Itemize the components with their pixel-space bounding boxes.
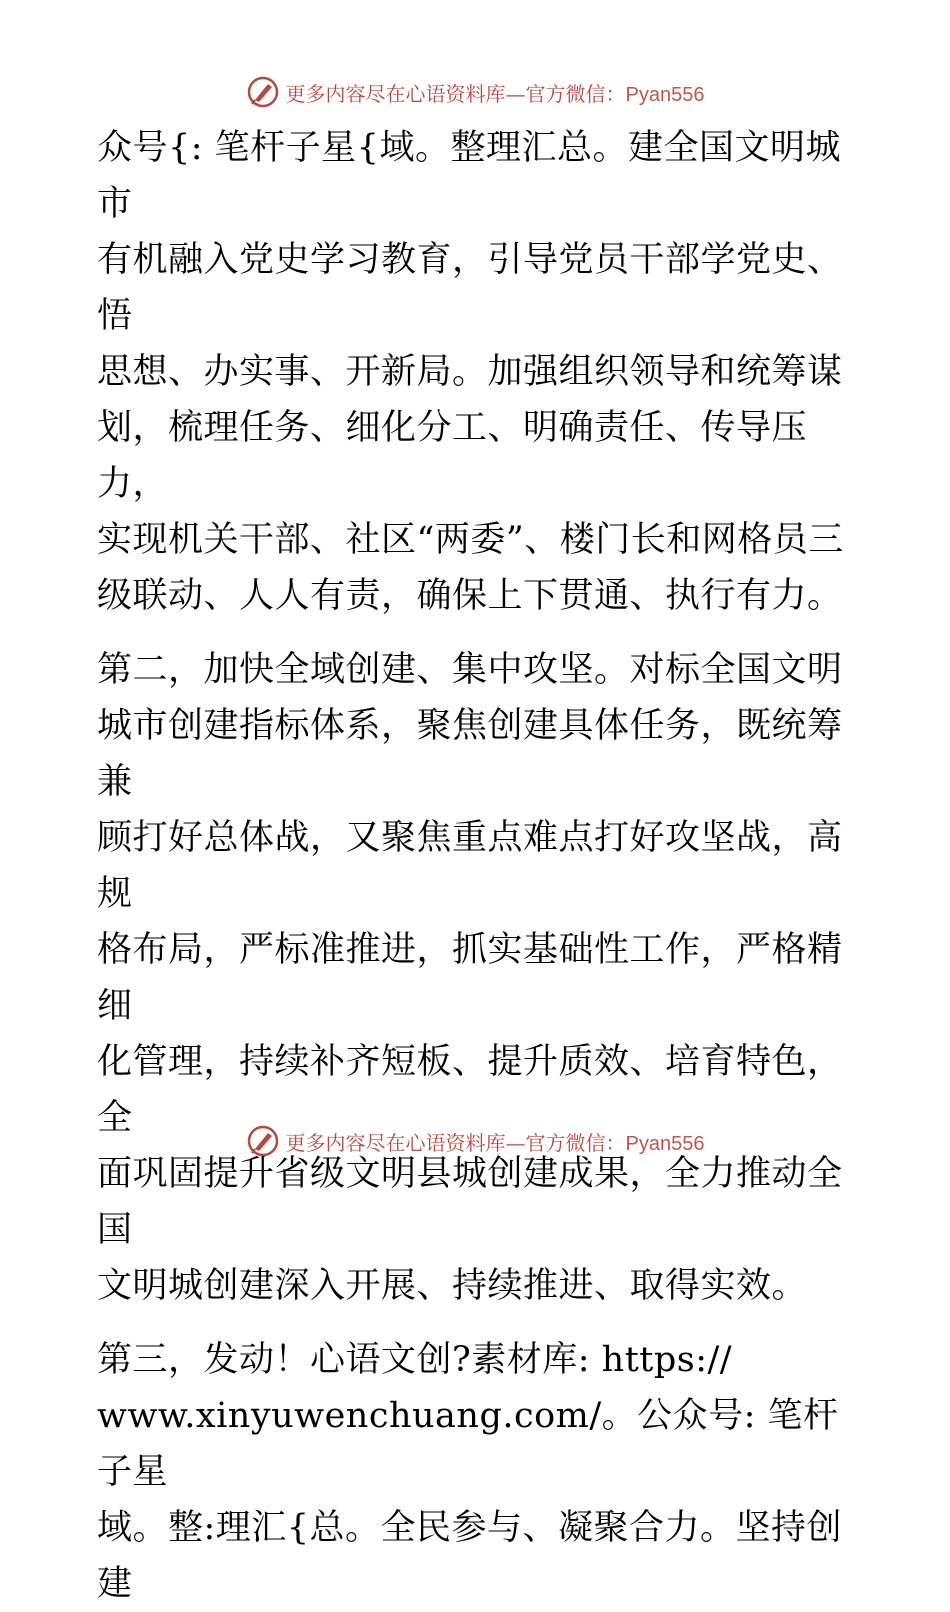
text-line: 有机融入党史学习教育，引导党员干部学党史、悟 <box>97 240 843 336</box>
text-line: 实现机关干部、社区“两委”、楼门长和网格员三 <box>97 520 844 560</box>
watermark-label: 更多内容尽在心语资料库—官方微信： <box>285 81 626 106</box>
text-line: 文明城创建深入开展、持续推进、取得实效。 <box>97 1266 808 1306</box>
watermark-label: 更多内容尽在心语资料库—官方微信： <box>285 1130 626 1155</box>
text-line: 域。整:理汇{总。全民参与、凝聚合力。坚持创建 <box>97 1508 843 1604</box>
watermark-text <box>286 78 705 107</box>
watermark-text <box>286 1127 705 1156</box>
text-line: 划，梳理任务、细化分工、明确责任、传导压力， <box>97 408 808 504</box>
quill-pen-logo-icon <box>246 1124 280 1158</box>
paragraph-1 <box>97 120 857 624</box>
text-line: 化管理，持续补齐短板、提升质效、培育特色，全 <box>97 1042 843 1138</box>
text-line: 第二，加快全域创建、集中攻坚。对标全国文明 <box>97 650 843 690</box>
text-line: 面巩固提升省级文明县城创建成果，全力推动全国 <box>97 1154 843 1250</box>
text-line: 众号{: 笔杆子星{域。整理汇总。建全国文明城市 <box>97 128 841 224</box>
paragraph-2 <box>97 642 857 1314</box>
text-line: 思想、办实事、开新局。加强组织领导和统筹谋 <box>97 352 843 392</box>
text-line: 城市创建指标体系，聚焦创建具体任务，既统筹兼 <box>97 706 843 802</box>
text-line: 顾打好总体战，又聚焦重点难点打好攻坚战，高规 <box>97 818 843 914</box>
watermark-wechat-id: Pyan556 <box>625 83 705 106</box>
quill-pen-logo-icon <box>246 75 280 109</box>
paragraph-3 <box>97 1332 857 1612</box>
watermark-wechat-id: Pyan556 <box>625 1132 705 1155</box>
text-line: www.xinyuwenchuang.com/。公众号: 笔杆子星 <box>97 1396 839 1492</box>
footer-watermark <box>0 1121 950 1161</box>
document-body <box>97 120 857 1612</box>
text-line: 格布局，严标准推进，抓实基础性工作，严格精细 <box>97 930 843 1026</box>
text-line: 级联动、人人有责，确保上下贯通、执行有力。 <box>97 576 843 616</box>
header-watermark <box>0 72 950 112</box>
text-line: 第三，发动！心语文创?素材库: https:// <box>97 1340 733 1380</box>
